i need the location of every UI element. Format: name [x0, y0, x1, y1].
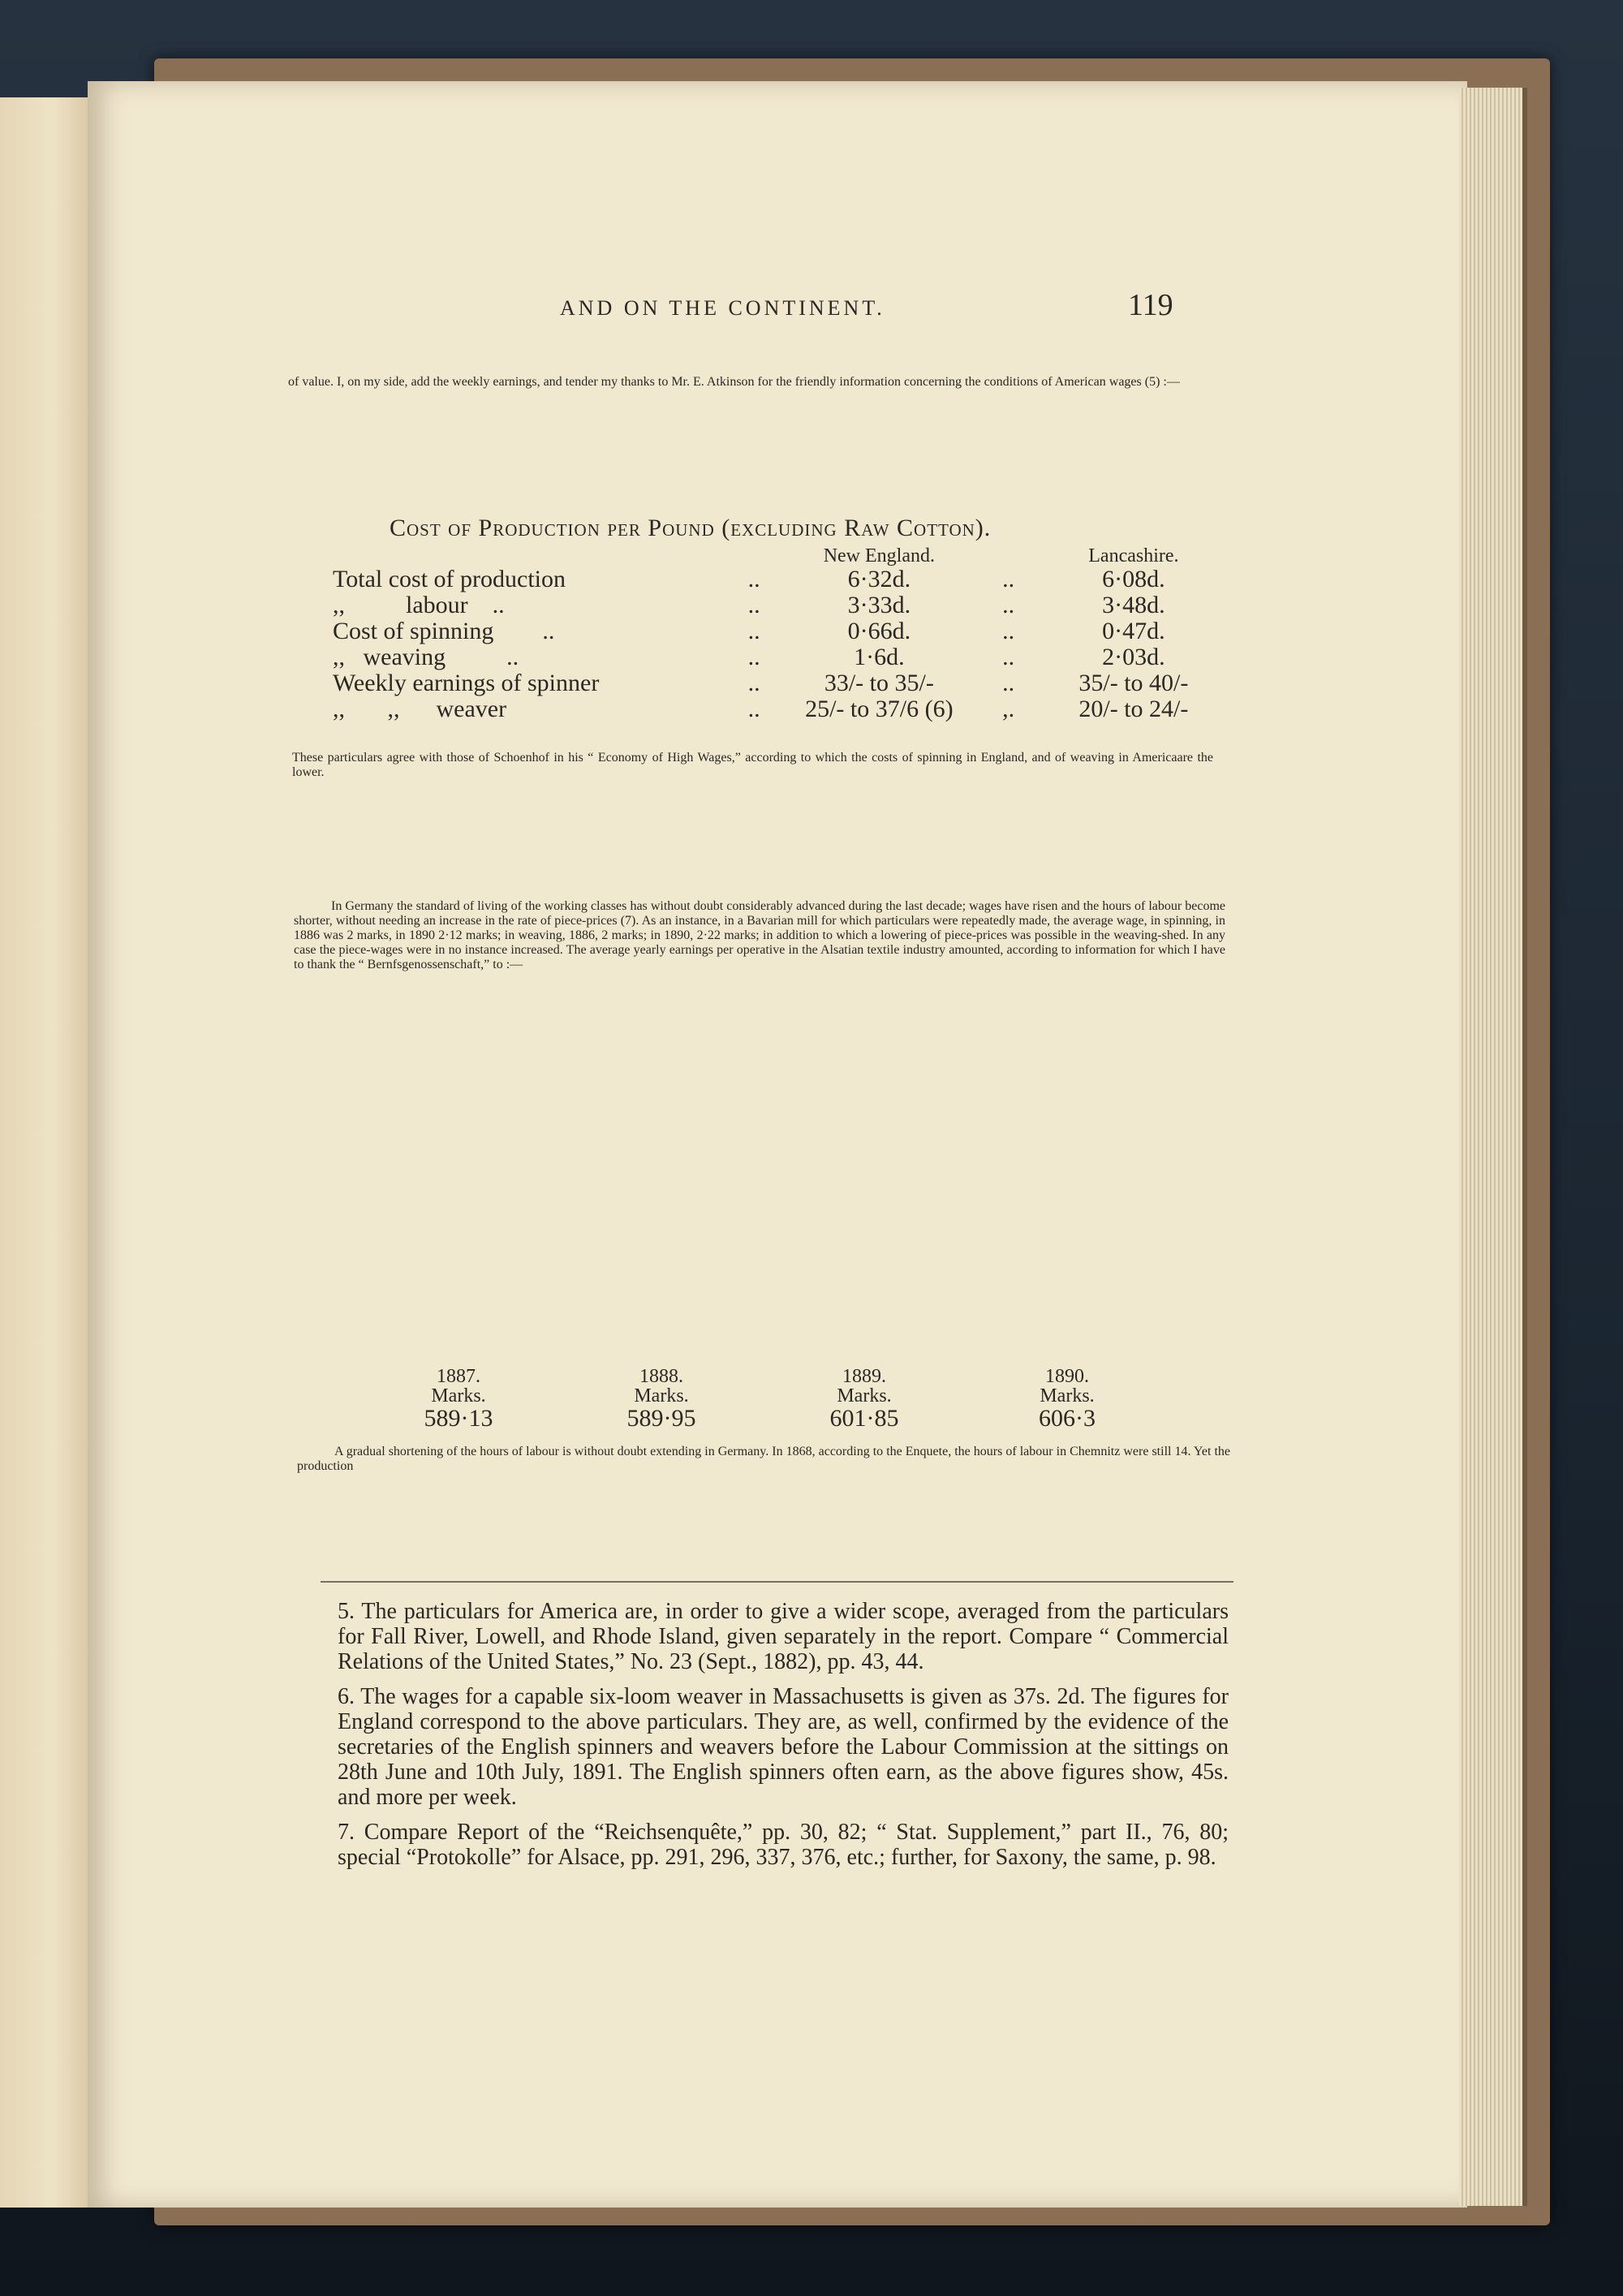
table-row: Weekly earnings of spinner .. 33/- to 35/- .. 35/- to 40/-: [333, 670, 1225, 696]
row-label: Total cost of production: [333, 566, 566, 592]
cell-lancashire: 0·47d.: [1102, 618, 1165, 644]
footnote-divider: [321, 1581, 1233, 1583]
row-label: ,, ,, weaver: [333, 696, 507, 722]
marks-unit: Marks.: [634, 1385, 689, 1406]
table-row: ,, weaving .. .. 1·6d. .. 2·03d.: [333, 644, 1225, 670]
cell-new-england: 33/- to 35/-: [824, 670, 934, 696]
row-label: Weekly earnings of spinner: [333, 670, 600, 696]
footnote-5: 5. The particulars for America are, in order to give a wider scope, averaged from the particulars for Fall River, Lowell, and Rhode Island, given separately in the report. Compare “ Commercial Relations of the United States,” No. 23 (Sept., 1882), pp. 43, 44.: [338, 1599, 1229, 1674]
marks-value: 606·3: [1039, 1405, 1096, 1432]
row-label: Cost of spinning ..: [333, 618, 555, 644]
cell-new-england: 25/- to 37/6 (6): [805, 696, 954, 722]
table-row: ,, ,, weaver .. 25/- to 37/6 (6) ,. 20/- to 24/-: [333, 696, 1225, 722]
footnote-6: 6. The wages for a capable six-loom weaver in Massachusetts is given as 37s. 2d. The figures for England correspond to the above particulars. They are, as well, confirmed by the evidence of the secretaries of the English spinners and weavers before the Labour Commission at the sittings on 28th June and 10th July, 1891. The English spinners often earn, as the above figures show, 45s. and more per week.: [338, 1684, 1229, 1810]
left-page-edge: [0, 97, 89, 2208]
paragraph-intro: of value. I, on my side, add the weekly earnings, and tender my thanks to Mr. E. Atkinson for the friendly information concerning the conditions of American wages (5) :—: [288, 375, 1180, 389]
marks-column: [601, 1367, 722, 1432]
marks-year: 1890.: [1045, 1366, 1089, 1387]
marks-year: 1889.: [842, 1366, 886, 1387]
row-label: ,, weaving ..: [333, 644, 519, 670]
cell-new-england: 1·6d.: [854, 644, 905, 670]
page-stack-edge: [1459, 88, 1527, 2206]
marks-column: [803, 1367, 925, 1432]
cell-new-england: 6·32d.: [847, 566, 911, 592]
cell-lancashire: 20/- to 24/-: [1078, 696, 1189, 722]
table-row: ,, labour .. .. 3·33d. .. 3·48d.: [333, 592, 1225, 618]
marks-table: [398, 1367, 1128, 1432]
table-row: Total cost of production .. 6·32d. .. 6·08d.: [333, 566, 1225, 592]
cell-new-england: 0·66d.: [847, 618, 911, 644]
cell-lancashire: 3·48d.: [1102, 592, 1165, 618]
marks-unit: Marks.: [837, 1385, 892, 1406]
cell-new-england: 3·33d.: [847, 592, 911, 618]
marks-year: 1887.: [437, 1366, 480, 1387]
col-new-england: New England.: [823, 545, 935, 566]
paragraph-germany: In Germany the standard of living of the working classes has without doubt considerably advanced during the last decade; wages have risen and the hours of labour become shorter, without needing an increase in the rate of piece-prices (7). As an instance, in a Bavarian mill for which particulars were repeatedly made, the average wage, in spinning, in 1886 was 2 marks, in 1890 2·12 marks; in weaving, 1886, 2 marks; in 1890, 2·22 marks; in addition to which a lowering of piece-prices was possible in the weaving-shed. In any case the piece-wages were in no instance increased. The average yearly earnings per operative in the Alsatian textile industry amounted, according to information for which I have to thank the “ Bernfsgenossenschaft,” to :—: [294, 899, 1225, 971]
cell-lancashire: 35/- to 40/-: [1078, 670, 1189, 696]
marks-value: 589·13: [424, 1405, 493, 1432]
row-label: ,, labour ..: [333, 592, 505, 618]
paragraph-hours: A gradual shortening of the hours of labour is without doubt extending in Germany. In 1868, according to the Enquete, the hours of labour in Chemnitz were still 14. Yet the production: [297, 1445, 1230, 1473]
cell-lancashire: 2·03d.: [1102, 644, 1165, 670]
marks-unit: Marks.: [431, 1385, 486, 1406]
book-page: [88, 81, 1467, 2208]
footnotes: [338, 1599, 1229, 1880]
marks-value: 589·95: [626, 1405, 696, 1432]
paragraph-schoenhof: These particulars agree with those of Schoenhof in his “ Economy of High Wages,” according to which the costs of spinning in England, and of weaving in Americaare the lower.: [292, 751, 1213, 779]
col-lancashire: Lancashire.: [1088, 545, 1179, 566]
table-title: Cost of Production per Pound (excluding Raw Cotton).: [390, 515, 992, 541]
page-number: 119: [1128, 288, 1173, 322]
table-header-row: [333, 545, 1225, 566]
marks-column: [398, 1367, 519, 1432]
running-title: AND ON THE CONTINENT.: [560, 296, 885, 320]
marks-column: [1006, 1367, 1128, 1432]
marks-value: 601·85: [829, 1405, 899, 1432]
footnote-7: 7. Compare Report of the “Reichsenquête,” pp. 30, 82; “ Stat. Supplement,” part II., 76, 80; special “Protokolle” for Alsace, pp. 291, 296, 337, 376, etc.; further, for Saxony, the same, p. 98.: [338, 1820, 1229, 1870]
marks-unit: Marks.: [1040, 1385, 1095, 1406]
cell-lancashire: 6·08d.: [1102, 566, 1165, 592]
cost-table: [333, 545, 1225, 722]
marks-year: 1888.: [639, 1366, 683, 1387]
table-row: Cost of spinning .. .. 0·66d. .. 0·47d.: [333, 618, 1225, 644]
